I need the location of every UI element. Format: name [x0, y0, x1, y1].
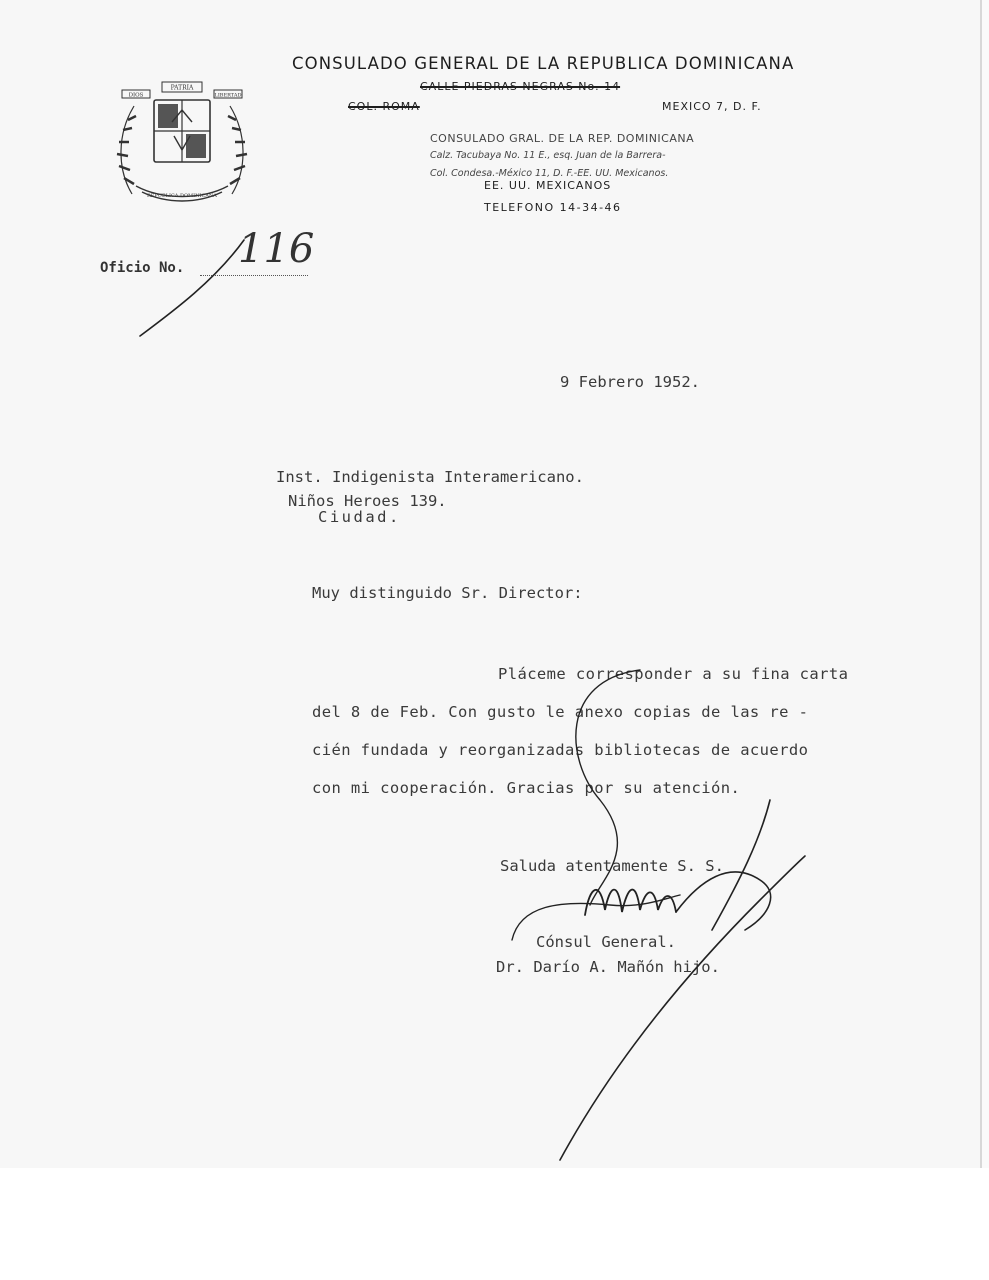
address-stamp-line3: Col. Condesa.-México 11, D. F.-EE. UU. Mexicanos. — [430, 168, 669, 179]
salutation: Muy distinguido Sr. Director: — [312, 584, 583, 602]
body-line-3: cién fundada y reorganizadas bibliotecas de acuerdo — [312, 741, 809, 759]
seal-motto-right: LIBERTAD — [214, 92, 242, 99]
recipient-line-3: Ciudad. — [318, 508, 401, 526]
coat-of-arms-seal — [112, 74, 252, 208]
signer-title: Cónsul General. — [536, 933, 676, 951]
address-stamp-line1: CONSULADO GRAL. DE LA REP. DOMINICANA — [430, 132, 695, 145]
oficio-label: Oficio No. — [100, 260, 185, 276]
closing-line: Saluda atentamente S. S. — [500, 857, 724, 875]
oficio-number: 116 — [238, 226, 315, 272]
old-street-address: CALLE PIEDRAS NEGRAS No. 14 — [420, 80, 621, 93]
old-colonia: COL. ROMA — [348, 100, 420, 113]
letter-date: 9 Febrero 1952. — [560, 373, 700, 391]
seal-ribbon: REPUBLICA DOMINICANA — [147, 193, 217, 199]
country-line: EE. UU. MEXICANOS — [484, 179, 612, 192]
signer-name: Dr. Darío A. Mañón hijo. — [496, 958, 720, 976]
seal-motto-center: PATRIA — [170, 84, 194, 92]
scan-margin — [0, 1168, 989, 1280]
address-stamp-line2: Calz. Tacubaya No. 11 E., esq. Juan de la Barrera- — [430, 150, 666, 161]
seal-motto-left: DIOS — [128, 92, 144, 99]
telephone-line: TELEFONO 14-34-46 — [484, 201, 622, 214]
body-line-4: con mi cooperación. Gracias por su atención. — [312, 779, 741, 797]
body-line-1: Pláceme corresponder a su fina carta — [498, 665, 849, 683]
oficio-underline — [200, 275, 308, 276]
body-line-2: del 8 de Feb. Con gusto le anexo copias de las re - — [312, 703, 809, 721]
recipient-line-1: Inst. Indigenista Interamericano. — [276, 468, 584, 486]
consulate-title: CONSULADO GENERAL DE LA REPUBLICA DOMINICANA — [292, 54, 795, 73]
city-line: MEXICO 7, D. F. — [662, 100, 762, 113]
recipient-line-2: Niños Heroes 139. — [288, 492, 447, 510]
